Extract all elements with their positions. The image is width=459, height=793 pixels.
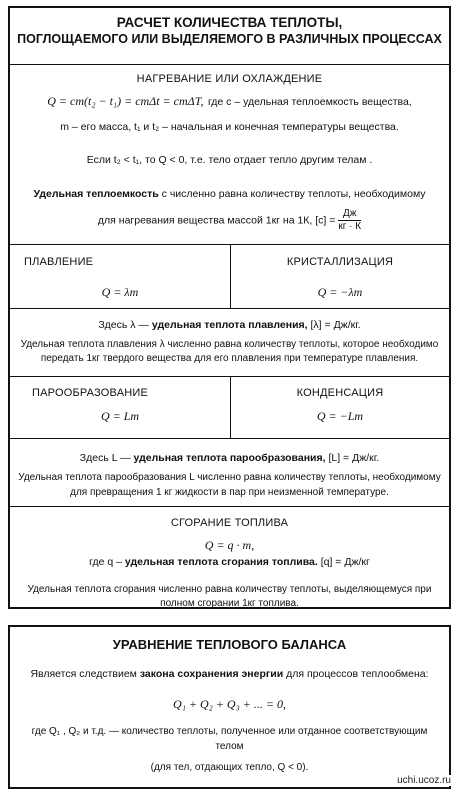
fusion-here: Здесь λ — [98,319,149,331]
fusion-unit: [λ] = Дж/кг. [310,319,361,331]
heating-formula-line [10,92,449,110]
combustion-where: где q – [89,556,122,568]
combustion-desc2: полном сгорании 1кг топлива. [160,598,299,609]
fusion-term: удельная теплота плавления, [151,319,308,331]
heat-balance-box [8,625,451,789]
vaporization-cell [10,377,231,438]
watermark: uchi.ucoz.ru [397,775,451,786]
melting-description [10,308,449,376]
heat-capacity-unit-lhs: [c] = [315,214,336,227]
combustion-formula: Q = q · m, [204,538,255,552]
combustion-heading: СГОРАНИЕ ТОПЛИВА [170,517,289,529]
heat-capacity-unit-fraction [338,208,361,233]
heat-balance-where2: телом [215,741,244,752]
heat-capacity-definition [10,187,449,201]
condensation-heading: КОНДЕНСАЦИЯ [296,387,384,399]
heat-balance-formula: Q₁ + Q₂ + Q₃ + ... = 0, [173,697,286,711]
energy-conservation-law: закона сохранения энергии [139,668,284,680]
heat-balance-note: (для тел, отдающих тепло, Q < 0). [150,762,309,773]
heat-balance-where1: где Q₁ , Q₂ и т.д. — количество теплоты, полученное или отданное соответствующим [31,726,428,737]
unit-numerator: Дж [338,208,361,221]
vaporization-desc1: Удельная теплота парообразования L численно равна количеству теплоты, необходимому [18,472,441,483]
vaporization-heading: ПАРООБРАЗОВАНИЕ [32,387,149,399]
main-title-line1: РАСЧЕТ КОЛИЧЕСТВА ТЕПЛОТЫ, [116,15,343,30]
vaporization-formula: Q = Lm [100,409,140,423]
unit-denominator: кг · К [338,221,362,232]
melting-heading: ПЛАВЛЕНИЕ [24,256,94,268]
combustion-desc1: Удельная теплота сгорания численно равна количеству теплоты, выделяющемуся при [27,584,432,595]
heating-section [10,64,449,244]
heat-balance-title: УРАВНЕНИЕ ТЕПЛОВОГО БАЛАНСА [112,637,347,652]
heat-quantity-table [8,6,451,609]
combustion-where-line [10,555,449,569]
heating-formula: Q = cm(t₂ − t₁) = cmΔt = cmΔT, [47,94,204,108]
vaporization-heat-line [10,451,449,465]
melting-cell [10,245,231,308]
vaporization-term: удельная теплота парообразования, [133,452,326,464]
condensation-formula: Q = −Lm [316,409,364,423]
heating-heading: НАГРЕВАНИЕ ИЛИ ОХЛАЖДЕНИЕ [136,73,323,85]
crystallization-heading: КРИСТАЛЛИЗАЦИЯ [286,256,394,268]
fusion-heat-line [10,318,449,332]
vaporization-desc2: для превращения 1 кг жидкости в пар при неизменной температуре. [70,487,389,498]
heat-balance-intro [10,667,449,681]
melting-formula: Q = λm [101,285,139,299]
vaporization-condensation-row [10,376,449,438]
vaporization-description [10,438,449,506]
crystallization-cell [231,245,449,308]
condensation-cell [231,377,449,438]
vaporization-here: Здесь L — [79,452,131,464]
heat-capacity-term: Удельная теплоемкость [33,188,159,200]
fusion-desc1: Удельная теплота плавления λ численно равна количеству теплоты, которое необходимо [20,339,439,350]
heat-capacity-def: c численно равна количеству теплоты, необходимому [158,188,426,200]
crystallization-formula: Q = −λm [317,285,363,299]
balance-intro-rest: для процессов теплообмена: [286,668,429,680]
main-title [10,11,449,67]
heat-capacity-def-line2: для нагревания вещества массой 1кг на 1К, [97,214,313,227]
combustion-section [10,506,449,609]
heating-formula-tail: где c – удельная теплоемкость вещества, [207,96,412,108]
heat-capacity-unit-line [10,208,449,233]
combustion-term: удельная теплота сгорания топлива. [124,556,318,568]
fusion-desc2: передать 1кг твердого вещества для его плавления при температуре плавления. [40,353,419,364]
main-title-line2: ПОГЛОЩАЕМОГО ИЛИ ВЫДЕЛЯЕМОГО В РАЗЛИЧНЫХ ПРОЦЕССАХ [17,32,442,46]
balance-intro-text: Является следствием [30,668,137,680]
vaporization-unit: [L] = Дж/кг. [328,452,380,464]
melting-crystallization-row [10,244,449,308]
combustion-unit: [q] = Дж/кг [320,556,370,568]
heating-line3: Если t₂ < t₁, то Q < 0, т.е. тело отдает тепло другим телам . [86,154,373,166]
heating-line2: m – его масса, t₁ и t₂ – начальная и конечная температуры вещества. [60,121,399,133]
